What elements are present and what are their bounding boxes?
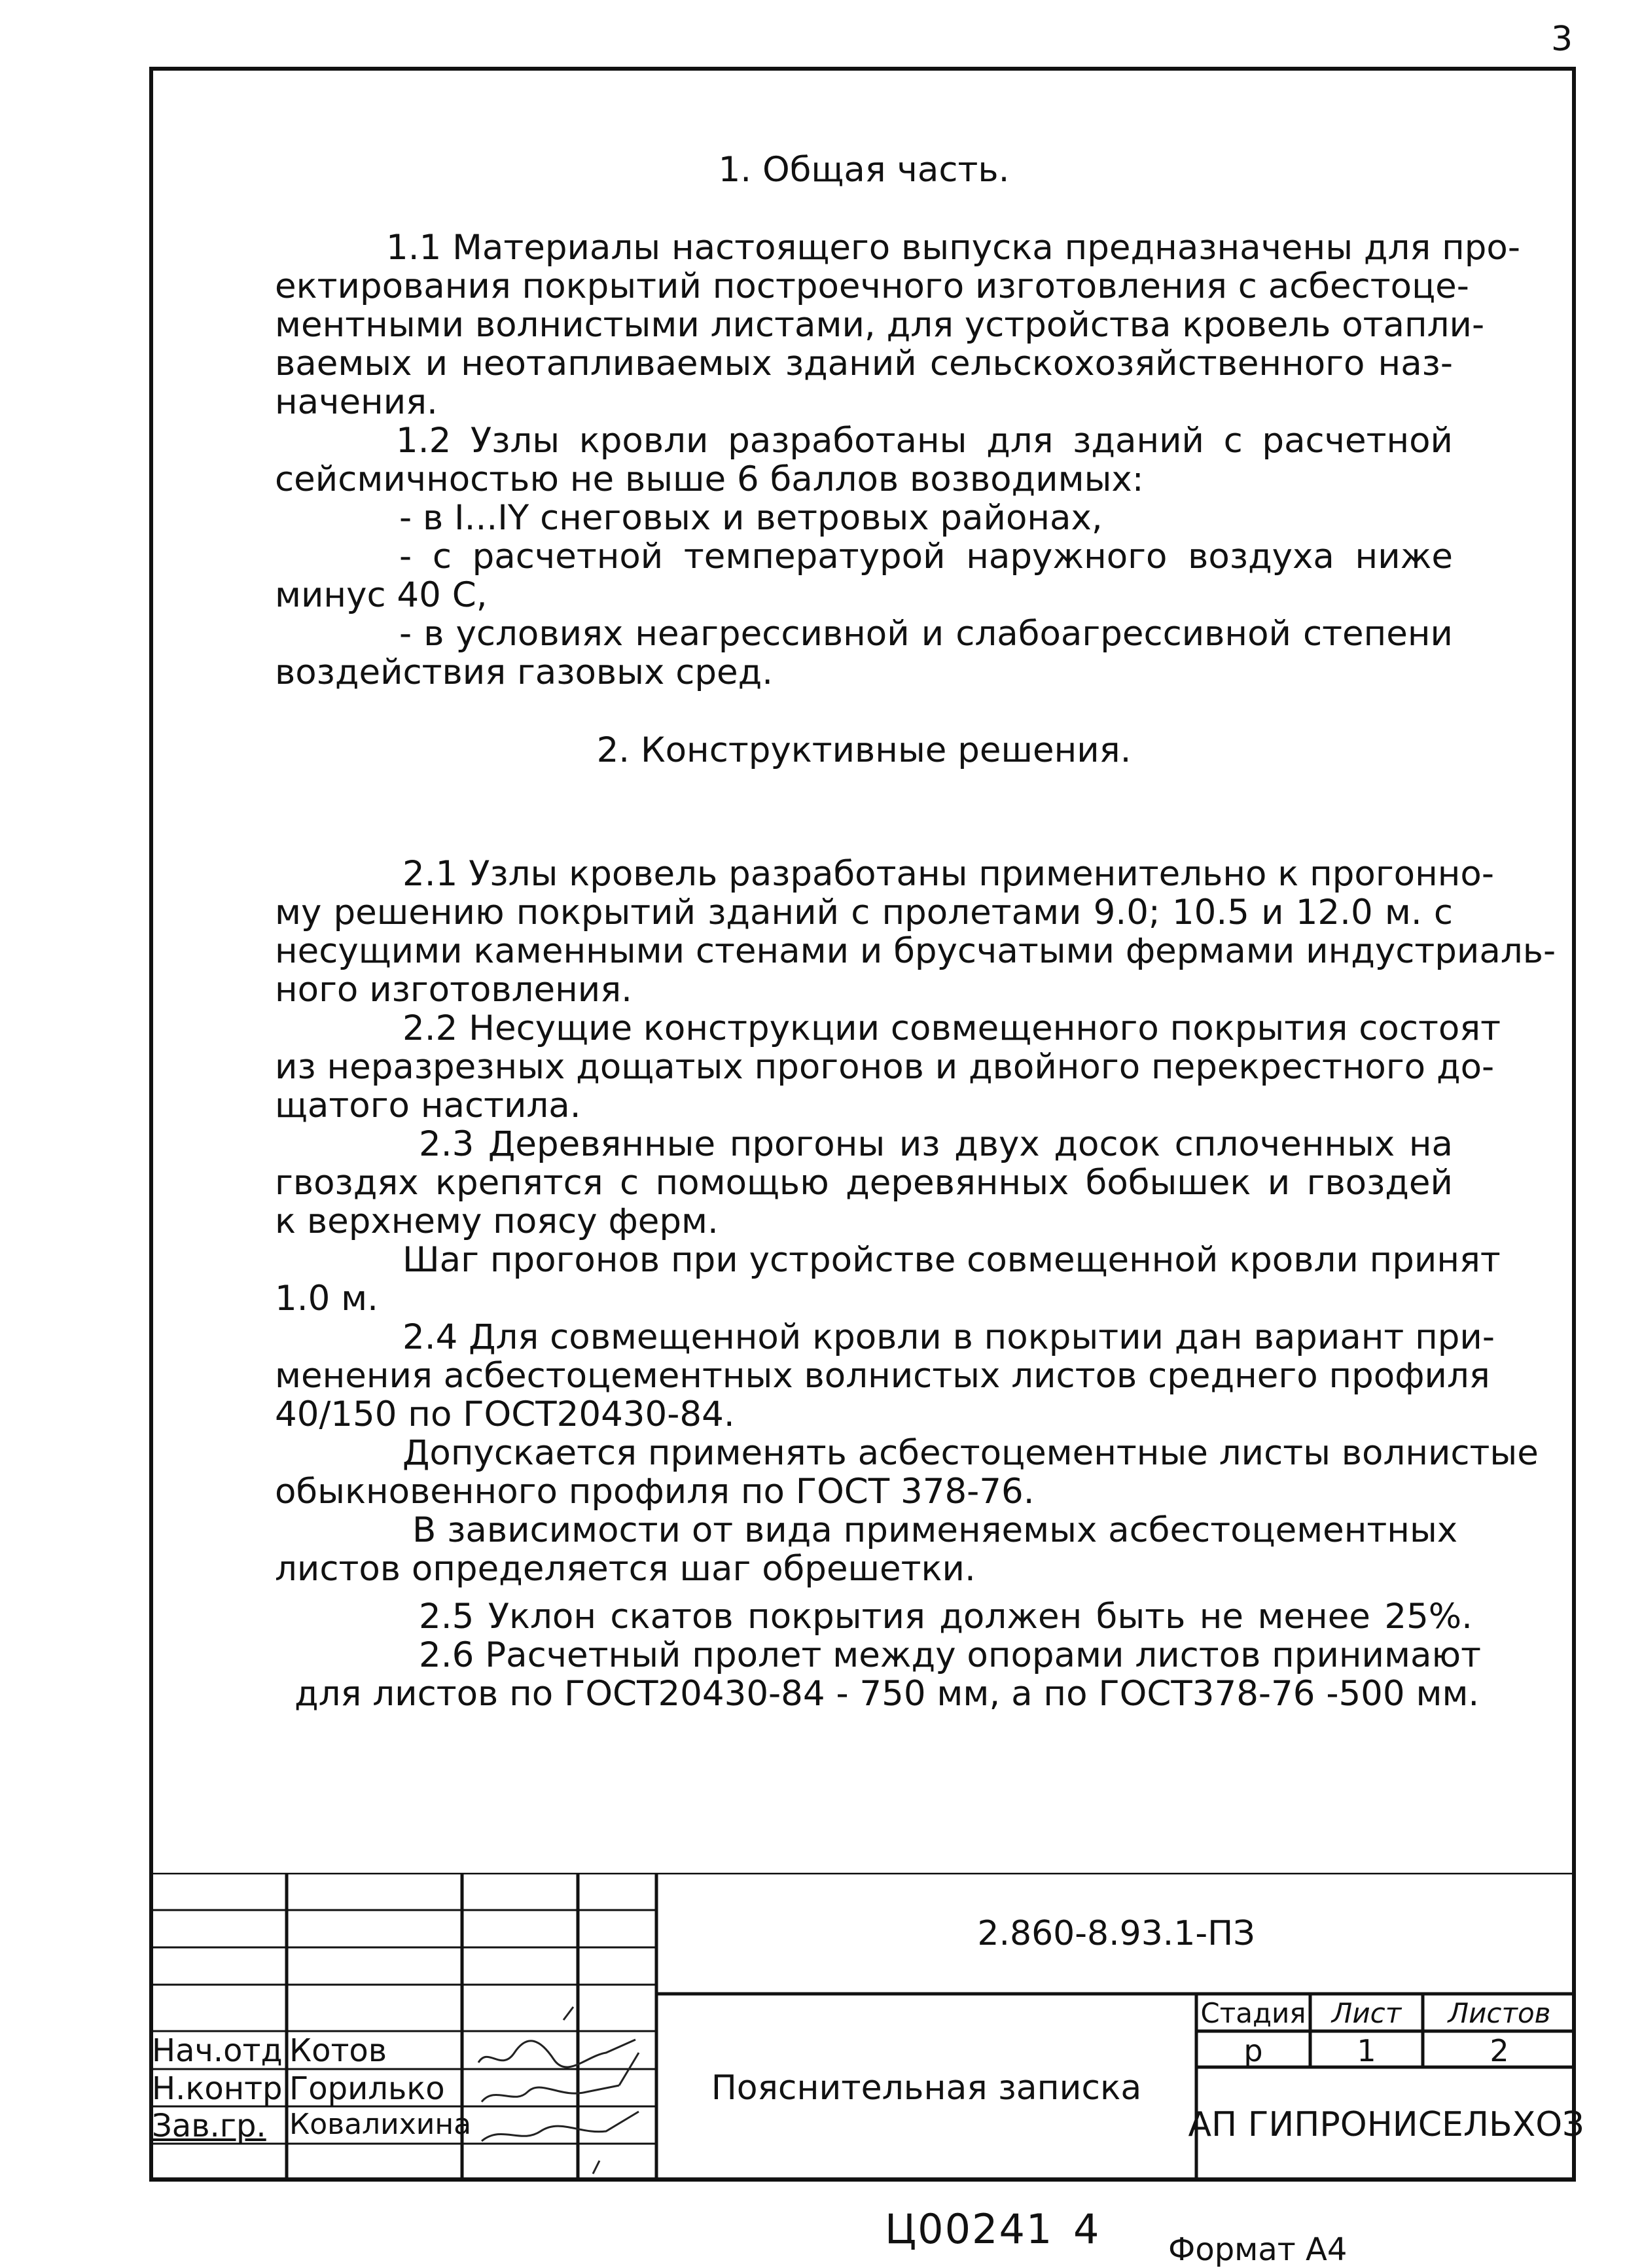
- signature-gorilko: [482, 2085, 619, 2102]
- copy-number: 4: [1073, 2205, 1101, 2253]
- stage-value: р: [1243, 2033, 1263, 2068]
- section2-line: листов определяется шаг обрешетки.: [275, 1549, 976, 1589]
- format-label: Формат А4: [1168, 2231, 1348, 2268]
- section1-heading: 1. Общая часть.: [718, 150, 1010, 190]
- section1-line: минус 40 С,: [275, 575, 488, 615]
- section1-line: 1.1 Материалы настоящего выпуска предназначены для про-: [386, 228, 1520, 268]
- section1-line: сейсмичностью не выше 6 баллов возводимых:: [275, 459, 1144, 499]
- signer-name: Котов: [289, 2032, 387, 2069]
- section2-line: В зависимости от вида применяемых асбестоцементных: [412, 1510, 1458, 1550]
- section1-line: ментными волнистыми листами, для устройства кровель отапли-: [275, 305, 1485, 345]
- signer-role: Н.контр: [152, 2070, 283, 2107]
- sheet-header: Лист: [1331, 1997, 1402, 2029]
- section1-line: - в условиях неагрессивной и слабоагрессивной степени: [399, 614, 1453, 654]
- signatures: [462, 1994, 658, 2182]
- section2-line: щатого настила.: [275, 1086, 581, 1125]
- signer-role: Нач.отд: [152, 2032, 283, 2069]
- section2-line: 40/150 по ГОСТ20430-84.: [275, 1394, 735, 1434]
- sheet-number: 3: [1551, 20, 1573, 59]
- section1-line: - с расчетной температурой наружного воздуха ниже: [399, 537, 1453, 576]
- section2-line: 2.4 Для совмещенной кровли в покрытии дан вариант при-: [402, 1317, 1495, 1357]
- section2-line: 1.0 м.: [275, 1279, 378, 1319]
- section1-line: 1.2 Узлы кровли разработаны для зданий с расчетной: [396, 421, 1453, 461]
- section1-line: ваемых и неотапливаемых зданий сельскохозяйственного наз-: [275, 344, 1453, 383]
- section2-line: из неразрезных дощатых прогонов и двойного перекрестного до-: [275, 1047, 1495, 1087]
- document-title: Пояснительная записка: [711, 2068, 1142, 2108]
- section1-line: воздействия газовых сред.: [275, 652, 774, 692]
- section2-line: 2.1 Узлы кровель разработаны применительно к прогонно-: [402, 854, 1494, 894]
- signature-kotov: [478, 2040, 635, 2067]
- section2-line: 2.5 Уклон скатов покрытия должен быть не менее 25%.: [419, 1597, 1473, 1637]
- section2-line: для листов по ГОСТ20430-84 - 750 мм, а по ГОСТ378-76 -500 мм.: [295, 1674, 1480, 1714]
- section1-line: - в I...IY снеговых и ветровых районах,: [399, 498, 1103, 538]
- section2-line: несущими каменными стенами и брусчатыми фермами индустриаль-: [275, 931, 1556, 971]
- section1-line: начения.: [275, 382, 438, 422]
- inventory-stamp: Ц00241: [885, 2205, 1054, 2253]
- stage-header: Стадия: [1200, 1997, 1306, 2029]
- section2-line: 2.3 Деревянные прогоны из двух досок сплоченных на: [419, 1124, 1453, 1164]
- sheet-value: 1: [1357, 2033, 1376, 2068]
- section2-line: Шаг прогонов при устройстве совмещенной кровли принят: [402, 1240, 1501, 1280]
- signer-name: Ковалихина: [289, 2108, 472, 2141]
- signature-mark: [619, 2053, 639, 2085]
- section2-line: ного изготовления.: [275, 970, 632, 1010]
- section2-heading: 2. Конструктивные решения.: [596, 730, 1132, 770]
- section2-line: менения асбестоцементных волнистых листов среднего профиля: [275, 1356, 1490, 1396]
- section1-line: ектирования покрытий построечного изготовления с асбестоце-: [275, 266, 1469, 306]
- section2-line: гвоздях крепятся с помощью деревянных бобышек и гвоздей: [275, 1163, 1453, 1203]
- title-block: [149, 1873, 1584, 2182]
- sheets-value: 2: [1490, 2033, 1509, 2068]
- organization-name: АП ГИПРОНИСЕЛЬХОЗ: [1188, 2104, 1584, 2144]
- section2-line: к верхнему поясу ферм.: [275, 1201, 719, 1241]
- document-code: 2.860-8.93.1-ПЗ: [977, 1913, 1255, 1953]
- signature-kovalikhina: [482, 2112, 639, 2141]
- section2-line: 2.2 Несущие конструкции совмещенного покрытия состоят: [402, 1008, 1501, 1048]
- document-body: [275, 150, 1556, 1714]
- signer-name: Горилько: [289, 2070, 445, 2107]
- section2-line: обыкновенного профиля по ГОСТ 378-76.: [275, 1472, 1035, 1512]
- sheets-header: Листов: [1448, 1997, 1551, 2029]
- signature-mark: [593, 2161, 599, 2174]
- signer-role: Зав.гр.: [152, 2108, 266, 2144]
- signature-mark: [563, 2007, 573, 2020]
- section2-line: 2.6 Расчетный пролет между опорами листов принимают: [419, 1635, 1481, 1675]
- section2-line: Допускается применять асбестоцементные листы волнистые: [402, 1433, 1539, 1473]
- section2-line: му решению покрытий зданий с пролетами 9.0; 10.5 и 12.0 м. с: [275, 893, 1453, 932]
